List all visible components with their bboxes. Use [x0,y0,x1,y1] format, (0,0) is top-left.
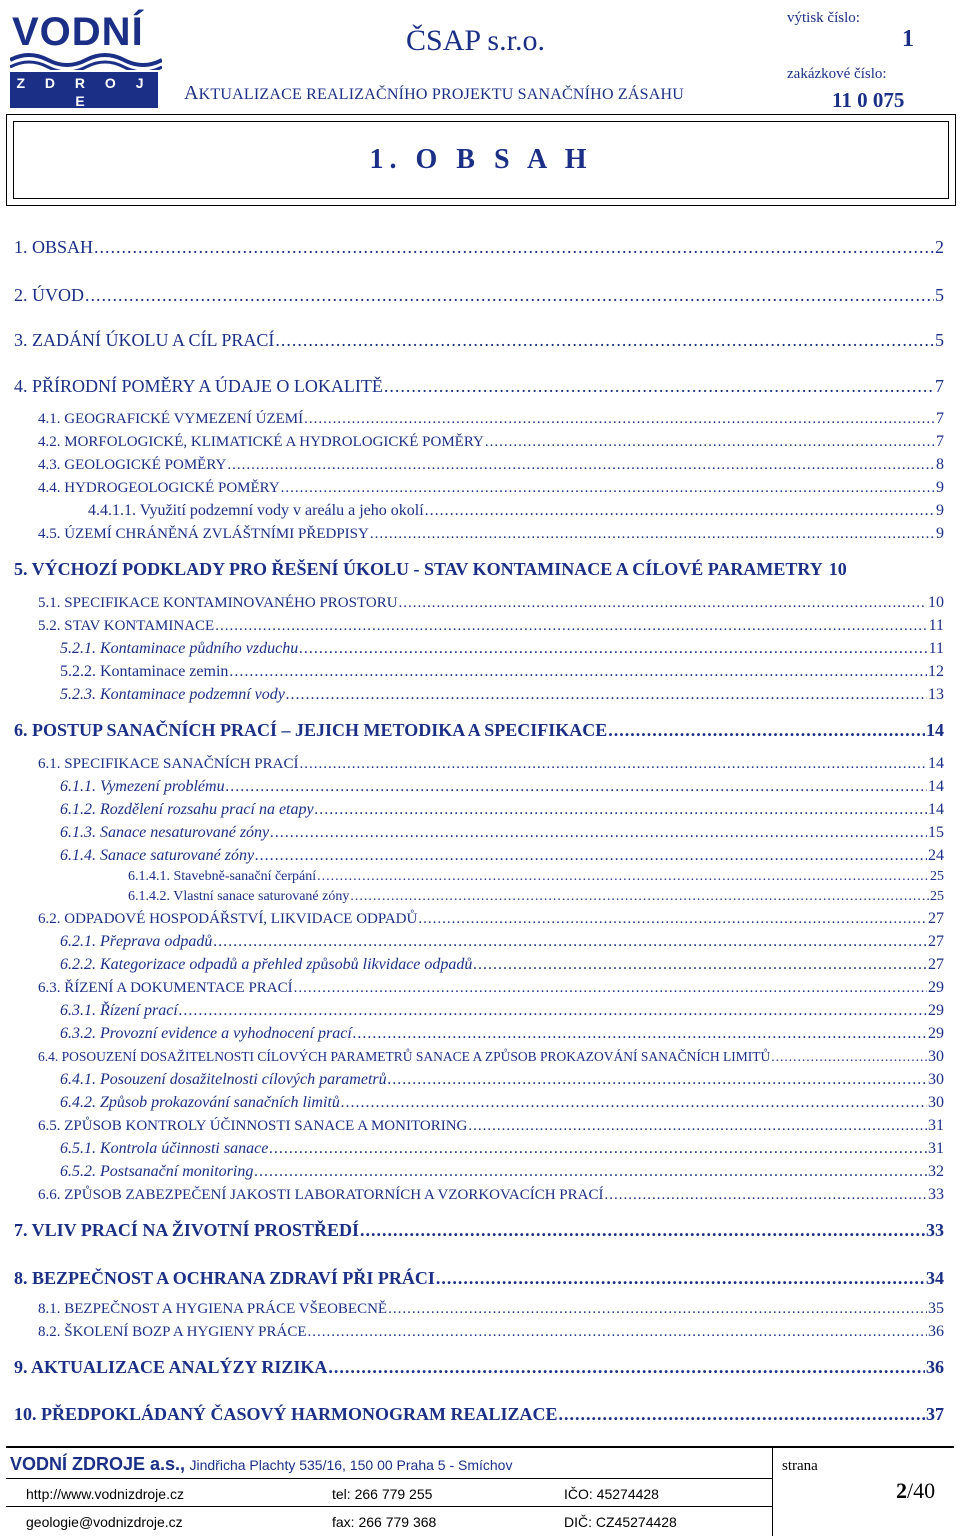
toc-leader [473,956,927,974]
toc-entry[interactable] [38,979,944,1001]
toc-entry[interactable] [60,1071,944,1093]
toc-entry-page: 36 [926,1357,944,1377]
toc-entry[interactable] [38,755,944,777]
toc-leader [215,618,927,635]
toc-entry-page: 30 [928,1048,944,1065]
toc-leader [485,434,935,451]
toc-leader [254,1163,927,1181]
toc-entry-label: 5.2. STAV KONTAMINACE [38,618,215,634]
toc-leader [399,595,927,612]
toc-entry-label: 6.6. ZPŮSOB ZABEZPEČENÍ JAKOSTI LABORATORNÍCH A VZORKOVACÍCH PRACÍ [38,1187,604,1203]
toc-leader [299,756,927,773]
footer-divider [6,1506,772,1507]
toc-leader [350,889,929,905]
toc-entry-label: 6.5.1. Kontrola účinnosti sanace [60,1140,269,1157]
toc-entry-page: 27 [928,956,944,973]
logo-text-bottom: AKCIOVÁ SPOLEČNOST [20,111,148,122]
toc-entry[interactable] [14,1268,944,1290]
toc-entry-page: 37 [926,1404,944,1424]
toc-leader [317,869,929,885]
toc-leader [341,1094,927,1112]
toc-entry-label: 5.2.2. Kontaminace zemin [60,663,229,680]
logo-text-top: VODNÍ [12,10,144,54]
toc-entry-page: 12 [928,663,944,680]
toc-leader [307,1324,927,1341]
toc-entry-label: 6.3.2. Provozní evidence a vyhodnocení prací [60,1025,352,1042]
toc-entry-label: 6.1.3. Sanace nesaturované zóny [60,824,270,841]
toc-leader [94,237,934,258]
toc-entry[interactable] [60,686,944,708]
toc-entry-page: 31 [928,1117,944,1134]
footer-divider [6,1478,772,1479]
toc-entry-page: 25 [930,869,944,884]
toc-entry[interactable] [60,933,944,955]
order-value: 11 0 075 [832,88,905,112]
footer-page-label: strana [782,1458,818,1474]
toc-leader [299,640,927,658]
toc-entry-page: 10 [928,594,944,611]
contents-title: 1. O B S A H [369,144,593,175]
toc-entry[interactable] [38,410,944,432]
toc-leader [418,911,927,928]
toc-leader [255,847,927,865]
toc-entry[interactable] [60,1140,944,1162]
toc-entry-page: 27 [928,910,944,927]
toc-entry-label: 6.1.1. Vymezení problému [60,778,225,795]
toc-entry[interactable] [14,720,944,742]
toc-entry-page: 14 [926,720,944,740]
footer-company-name: VODNÍ ZDROJE a.s., [10,1454,186,1474]
footer-website-link[interactable]: http://www.vodnizdroje.cz [26,1486,184,1502]
toc-entry-label: 4. PŘÍRODNÍ POMĚRY A ÚDAJE O LOKALITĚ [14,376,383,396]
toc-entry-label: 8. BEZPEČNOST A OCHRANA ZDRAVÍ PŘI PRÁCI [14,1268,435,1288]
toc-entry[interactable] [88,502,944,524]
issue-label: výtisk číslo: [787,10,860,26]
footer-dic: DIČ: CZ45274428 [564,1514,677,1530]
toc-entry-label: 7. VLIV PRACÍ NA ŽIVOTNÍ PROSTŘEDÍ [14,1220,360,1240]
footer-company [10,1454,512,1475]
page-footer [6,1446,954,1536]
toc-entry-label: 5. VÝCHOZÍ PODKLADY PRO ŘEŠENÍ ÚKOLU - STAV KONTAMINACE A CÍLOVÉ PARAMETRY [14,559,823,579]
toc-entry-label: 6.5. ZPŮSOB KONTROLY ÚČINNOSTI SANACE A MONITORING [38,1118,468,1134]
toc-entry-page: 9 [936,479,944,496]
toc-leader [436,1268,925,1289]
toc-entry-page: 5 [935,285,944,305]
toc-entry[interactable] [38,1117,944,1139]
project-title-initial: A [184,82,199,104]
toc-entry-page: 2 [935,237,944,257]
toc-leader [370,526,935,543]
toc-entry-page: 10 [828,559,847,579]
toc-entry-page: 31 [928,1140,944,1157]
company-name: ČSAP s.r.o. [406,24,545,57]
toc-entry[interactable] [14,376,944,398]
toc-entry[interactable] [60,778,944,800]
toc-entry-label: 6.1.4. Sanace saturované zóny [60,847,255,864]
toc-entry-page: 30 [928,1094,944,1111]
toc-entry[interactable] [60,1025,944,1047]
toc-entry[interactable] [60,1163,944,1185]
toc-entry-page: 5 [935,330,944,350]
toc-entry[interactable] [38,910,944,932]
toc-entry-label: 5.2.3. Kontaminace podzemní vody [60,686,285,703]
toc-entry[interactable] [38,456,944,478]
toc-leader [388,1301,927,1318]
toc-entry-page: 36 [928,1323,944,1340]
toc-leader [328,1357,925,1378]
toc-entry[interactable] [128,869,944,891]
toc-entry-label: 4.1. GEOGRAFICKÉ VYMEZENÍ ÚZEMÍ [38,411,304,427]
toc-leader [771,1049,927,1065]
toc-leader [468,1118,927,1135]
toc-entry[interactable] [60,663,944,685]
toc-entry-page: 11 [928,617,944,634]
toc-entry-label: 3. ZADÁNÍ ÚKOLU A CÍL PRACÍ [14,330,275,350]
toc-entry-page: 27 [928,933,944,950]
toc-entry-page: 7 [936,410,944,427]
toc-entry-label: 6.2.2. Kategorizace odpadů a přehled způsobů likvidace odpadů [60,956,473,973]
toc-entry-page: 14 [928,755,944,772]
toc-entry-label: 6.1. SPECIFIKACE SANAČNÍCH PRACÍ [38,756,299,772]
toc-entry-page: 7 [935,376,944,396]
toc-entry[interactable] [128,889,944,911]
toc-entry[interactable] [60,1002,944,1024]
toc-entry-label: 9. AKTUALIZACE ANALÝZY RIZIKA [14,1357,328,1377]
toc-entry[interactable] [14,1357,944,1379]
order-label: zakázkové číslo: [787,66,887,82]
toc-entry-label: 4.4. HYDROGEOLOGICKÉ POMĚRY [38,480,280,496]
toc-leader [304,411,935,428]
toc-leader [213,933,927,951]
toc-entry[interactable] [14,285,944,307]
footer-fax: fax: 266 779 368 [332,1514,437,1530]
toc-entry-label: 6.4.1. Posouzení dosažitelnosti cílových parametrů [60,1071,387,1088]
toc-leader [384,376,934,397]
toc-entry-label: 2. ÚVOD [14,285,84,305]
toc-entry-page: 25 [930,889,944,904]
toc-entry-label: 4.5. ÚZEMÍ CHRÁNĚNÁ ZVLÁŠTNÍMI PŘEDPISY [38,526,369,542]
toc-entry-page: 32 [928,1163,944,1180]
toc-leader [179,1002,927,1020]
toc-entry-page: 35 [928,1300,944,1317]
toc-entry-page: 13 [928,686,944,703]
toc-leader [85,285,934,306]
toc-entry-page: 9 [936,502,944,519]
toc-entry[interactable] [14,1220,944,1242]
toc-entry-page: 29 [928,1025,944,1042]
footer-email-link[interactable]: geologie@vodnizdroje.cz [26,1514,183,1530]
toc-entry-label: 6.2. ODPADOVÉ HOSPODÁŘSTVÍ, LIKVIDACE ODPADŮ [38,911,418,927]
toc-leader [294,980,927,997]
toc-leader [388,1071,927,1089]
toc-entry[interactable] [38,617,944,639]
logo-text-middle: Z D R O J E [16,75,152,109]
toc-entry-label: 5.2.1. Kontaminace půdního vzduchu [60,640,299,657]
toc-entry-label: 8.1. BEZPEČNOST A HYGIENA PRÁCE VŠEOBECNĚ [38,1301,388,1317]
toc-leader [269,1140,927,1158]
toc-entry[interactable] [38,1048,944,1070]
footer-ico: IČO: 45274428 [564,1486,659,1502]
toc-leader [229,663,927,681]
toc-entry[interactable] [14,1404,944,1426]
toc-entry[interactable] [60,801,944,823]
toc-entry-page: 15 [928,824,944,841]
toc-entry-label: 6.2.1. Přeprava odpadů [60,933,213,950]
toc-entry-label: 6.1.4.2. Vlastní sanace saturované zóny [128,889,350,904]
toc-leader [226,778,927,796]
toc-entry-label: 4.3. GEOLOGICKÉ POMĚRY [38,457,227,473]
toc-entry-page: 34 [926,1268,944,1288]
toc-entry[interactable] [14,330,944,352]
toc-leader [559,1404,925,1425]
toc-entry[interactable] [38,433,944,455]
toc-leader [227,457,935,474]
toc-entry-page: 14 [928,778,944,795]
toc-entry-label: 1. OBSAH [14,237,94,257]
toc-entry-label: 6.4.2. Způsob prokazování sanačních limitů [60,1094,340,1111]
page-total: /40 [907,1478,936,1503]
project-title-rest: KTUALIZACE REALIZAČNÍHO PROJEKTU SANAČNÍHO ZÁSAHU [198,86,684,103]
toc-entry-label: 8.2. ŠKOLENÍ BOZP A HYGIENY PRÁCE [38,1324,307,1340]
toc-entry-page: 11 [928,640,944,657]
toc-leader [315,801,927,819]
toc-entry[interactable] [60,847,944,869]
toc-leader [608,720,925,741]
toc-entry-page: 33 [926,1220,944,1240]
toc-entry-label: 6.3.1. Řízení prací [60,1002,178,1019]
toc-entry-label: 6.1.4.1. Stavebně-sanační čerpání [128,869,317,884]
toc-entry-page: 29 [928,979,944,996]
toc-entry-label: 4.2. MORFOLOGICKÉ, KLIMATICKÉ A HYDROLOGICKÉ POMĚRY [38,434,484,450]
toc-entry-page: 30 [928,1071,944,1088]
toc-entry-label: 6.1.2. Rozdělení rozsahu prací na etapy [60,801,314,818]
toc-leader [604,1187,927,1204]
toc-entry[interactable] [14,237,944,259]
toc-entry-label: 5.1. SPECIFIKACE KONTAMINOVANÉHO PROSTORU [38,595,398,611]
toc-entry[interactable] [38,1300,944,1322]
toc-leader [270,824,927,842]
toc-leader [360,1220,925,1241]
toc-leader [353,1025,927,1043]
toc-entry-page: 7 [936,433,944,450]
toc-entry-page: 29 [928,1002,944,1019]
toc-leader [275,330,934,351]
toc-entry-label: 6.3. ŘÍZENÍ A DOKUMENTACE PRACÍ [38,980,293,996]
toc-entry-label: 6. POSTUP SANAČNÍCH PRACÍ – JEJICH METODIKA A SPECIFIKACE [14,720,608,740]
footer-phone: tel: 266 779 255 [332,1486,433,1502]
toc-entry[interactable] [14,559,944,581]
toc-entry[interactable] [60,640,944,662]
toc-entry[interactable] [38,594,944,616]
toc-entry-page: 14 [928,801,944,818]
toc-entry-page: 24 [928,847,944,864]
toc-entry[interactable] [38,1186,944,1208]
toc-entry[interactable] [38,479,944,501]
toc-leader [281,480,935,497]
toc-entry[interactable] [38,525,944,547]
toc-entry-label: 6.5.2. Postsanační monitoring [60,1163,254,1180]
toc-entry-label: 10. PŘEDPOKLÁDANÝ ČASOVÝ HARMONOGRAM REALIZACE [14,1404,558,1424]
toc-entry-page: 8 [936,456,944,473]
toc-entry-page: 9 [936,525,944,542]
toc-entry[interactable] [38,1323,944,1345]
toc-leader [286,686,927,704]
footer-address: Jindřicha Plachty 535/16, 150 00 Praha 5 - Smíchov [189,1457,513,1473]
toc-entry[interactable] [60,824,944,846]
page-current: 2 [896,1478,907,1503]
issue-value: 1 [902,26,914,52]
page-number [896,1478,935,1504]
toc-entry-label: 6.4. POSOUZENÍ DOSAŽITELNOSTI CÍLOVÝCH PARAMETRŮ SANACE A ZPŮSOB PROKAZOVÁNÍ SANAČNÍCH LIMITŮ [38,1049,771,1064]
toc-entry[interactable] [60,1094,944,1116]
toc-leader [425,502,935,520]
toc-entry-label: 4.4.1.1. Využití podzemní vody v areálu a jeho okolí [88,502,424,519]
footer-divider [772,1448,773,1536]
toc-entry[interactable] [60,956,944,978]
toc-entry-page: 33 [928,1186,944,1203]
